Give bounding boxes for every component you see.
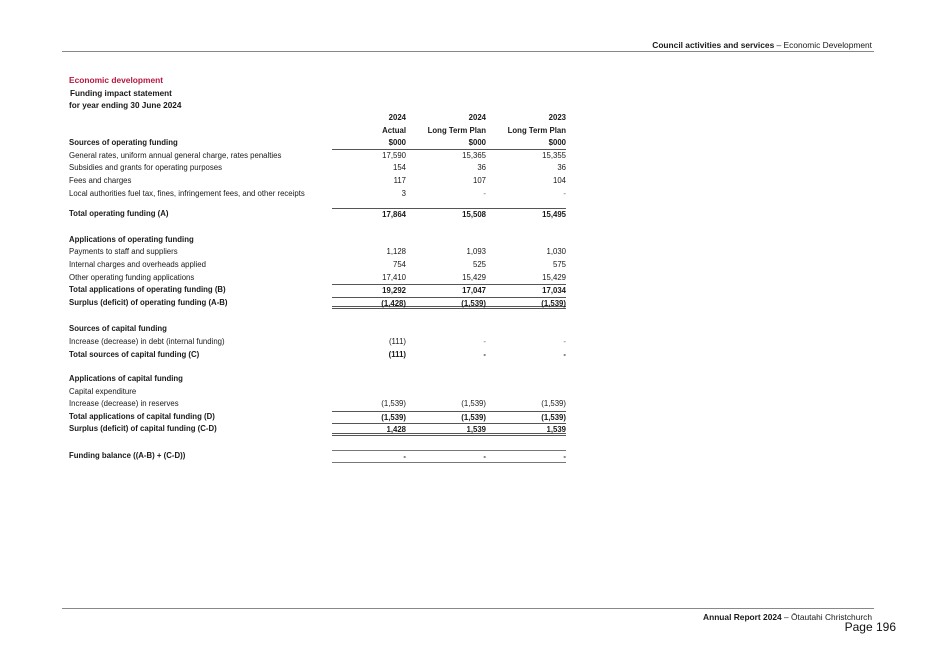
- table-row-funding-balance: [69, 450, 573, 463]
- cell-actual: (1,539): [332, 411, 406, 424]
- table-row: [69, 398, 573, 411]
- row-label: Increase (decrease) in debt (internal funding): [69, 336, 225, 346]
- cell-actual: 1,428: [332, 423, 406, 436]
- cell-ltp-2023: 36: [557, 163, 566, 173]
- cell-ltp-2024: -: [483, 336, 486, 346]
- table-row-total-applications-capital: [69, 411, 573, 424]
- table-row: [69, 336, 573, 349]
- cell-ltp-2023: -: [563, 336, 566, 346]
- cell-ltp-2024: 15,508: [406, 208, 486, 221]
- col3-unit: $000: [486, 137, 566, 150]
- cell-ltp-2024: 1,093: [466, 247, 486, 257]
- cell-ltp-2023: (1,539): [486, 297, 566, 310]
- table-row: [69, 259, 573, 272]
- header-subsection: – Economic Development: [774, 40, 872, 50]
- row-label: Internal charges and overheads applied: [69, 259, 206, 269]
- table-row-total-applications-operating: [69, 284, 573, 297]
- cell-ltp-2023: 575: [552, 259, 566, 269]
- header-row-year: [69, 112, 573, 125]
- table-row-total-sources-capital: [69, 349, 573, 362]
- row-label: Fees and charges: [69, 175, 132, 185]
- row-label: Surplus (deficit) of capital funding (C-D): [69, 424, 217, 434]
- cell-ltp-2024: 107: [472, 175, 486, 185]
- cell-ltp-2024: -: [406, 450, 486, 463]
- row-label: Local authorities fuel tax, fines, infringement fees, and other receipts: [69, 188, 305, 198]
- cell-ltp-2023: (1,539): [541, 399, 566, 409]
- cell-actual: (1,428): [332, 297, 406, 310]
- cell-ltp-2023: 17,034: [486, 284, 566, 297]
- cell-ltp-2024: (1,539): [406, 411, 486, 424]
- row-label: Total operating funding (A): [69, 209, 169, 219]
- cell-actual: 1,128: [386, 247, 406, 257]
- row-label: Capital expenditure: [69, 386, 137, 396]
- row-label: Total applications of capital funding (D): [69, 411, 215, 421]
- cell-ltp-2023: 15,495: [486, 208, 566, 221]
- row-label: Surplus (deficit) of operating funding (A-B): [69, 297, 228, 307]
- section-row: [69, 234, 573, 247]
- section-applications-capital: Applications of capital funding: [69, 374, 183, 384]
- cell-actual: (1,539): [381, 399, 406, 409]
- section-row: [69, 323, 573, 336]
- table-row: [69, 188, 573, 201]
- table-row: [69, 246, 573, 259]
- cell-ltp-2024: 15,365: [462, 150, 486, 160]
- cell-ltp-2024: (1,539): [406, 297, 486, 310]
- table-row-surplus-operating: [69, 297, 573, 310]
- cell-actual: 17,590: [382, 150, 406, 160]
- cell-ltp-2024: (1,539): [461, 399, 486, 409]
- header-row-unit: [69, 137, 573, 150]
- row-label: Subsidies and grants for operating purposes: [69, 163, 223, 173]
- cell-ltp-2024: -: [483, 349, 486, 359]
- section-sources-operating: Sources of operating funding: [69, 138, 178, 148]
- section-sources-capital: Sources of capital funding: [69, 324, 167, 334]
- cell-ltp-2023: -: [563, 188, 566, 198]
- cell-actual: (111): [388, 336, 406, 346]
- table-row: [69, 175, 573, 188]
- table-row: [69, 150, 573, 163]
- page-number: Page 196: [844, 620, 896, 634]
- table-row-surplus-capital: [69, 423, 573, 436]
- cell-ltp-2023: [486, 386, 566, 399]
- section-applications-operating: Applications of operating funding: [69, 234, 194, 244]
- cell-actual: [332, 386, 406, 399]
- cell-actual: 17,410: [382, 272, 406, 282]
- col1-type: Actual: [382, 125, 406, 135]
- section-row: [69, 373, 573, 386]
- cell-actual: 754: [392, 259, 406, 269]
- col2-year: 2024: [468, 113, 486, 122]
- row-label: Payments to staff and suppliers: [69, 247, 178, 257]
- cell-ltp-2023: -: [563, 349, 566, 359]
- cell-ltp-2023: 1,539: [486, 423, 566, 436]
- cell-ltp-2024: 15,429: [462, 272, 486, 282]
- row-label: Increase (decrease) in reserves: [69, 399, 179, 409]
- cell-actual: 154: [392, 163, 406, 173]
- cell-actual: (111): [388, 349, 406, 359]
- statement-title: Funding impact statement: [70, 89, 172, 98]
- table-row: [69, 162, 573, 175]
- footer-report: Annual Report 2024: [703, 612, 782, 622]
- cell-ltp-2023: -: [486, 450, 566, 463]
- header-rule: [62, 51, 874, 52]
- cell-actual: -: [332, 450, 406, 463]
- cell-ltp-2023: 1,030: [546, 247, 566, 257]
- cell-ltp-2024: 1,539: [406, 423, 486, 436]
- page-title: Economic development: [69, 75, 164, 85]
- running-header: [652, 40, 872, 50]
- col2-unit: $000: [406, 137, 486, 150]
- table-row-total-operating: [69, 208, 573, 221]
- col1-year: 2024: [388, 113, 406, 122]
- row-label: Funding balance ((A-B) + (C-D)): [69, 451, 186, 461]
- cell-ltp-2024: -: [483, 188, 486, 198]
- header-row-type: [69, 125, 573, 138]
- row-label: Total applications of operating funding (B): [69, 285, 226, 295]
- row-label: General rates, uniform annual general charge, rates penalties: [69, 150, 282, 160]
- cell-ltp-2024: 525: [472, 259, 486, 269]
- statement-period: for year ending 30 June 2024: [69, 101, 182, 110]
- table-row: [69, 386, 573, 399]
- cell-ltp-2023: 15,355: [542, 150, 566, 160]
- col3-year: 2023: [548, 113, 566, 122]
- header-section: Council activities and services: [652, 40, 775, 50]
- cell-ltp-2024: 17,047: [406, 284, 486, 297]
- cell-ltp-2024: 36: [477, 163, 486, 173]
- cell-ltp-2023: 15,429: [542, 272, 566, 282]
- table-row: [69, 272, 573, 285]
- col1-unit: $000: [332, 137, 406, 150]
- cell-ltp-2023: 104: [552, 175, 566, 185]
- footer-rule: [62, 608, 874, 609]
- cell-ltp-2024: [406, 386, 486, 399]
- funding-impact-table: [69, 112, 573, 463]
- cell-actual: 19,292: [332, 284, 406, 297]
- col2-type: Long Term Plan: [427, 125, 486, 135]
- cell-actual: 17,864: [332, 208, 406, 221]
- cell-actual: 117: [393, 175, 406, 185]
- row-label: Total sources of capital funding (C): [69, 349, 200, 359]
- col3-type: Long Term Plan: [507, 125, 566, 135]
- footer-city: – Ōtautahi Christchurch: [781, 612, 872, 622]
- cell-ltp-2023: (1,539): [486, 411, 566, 424]
- row-label: Other operating funding applications: [69, 272, 195, 282]
- cell-actual: 3: [401, 188, 406, 198]
